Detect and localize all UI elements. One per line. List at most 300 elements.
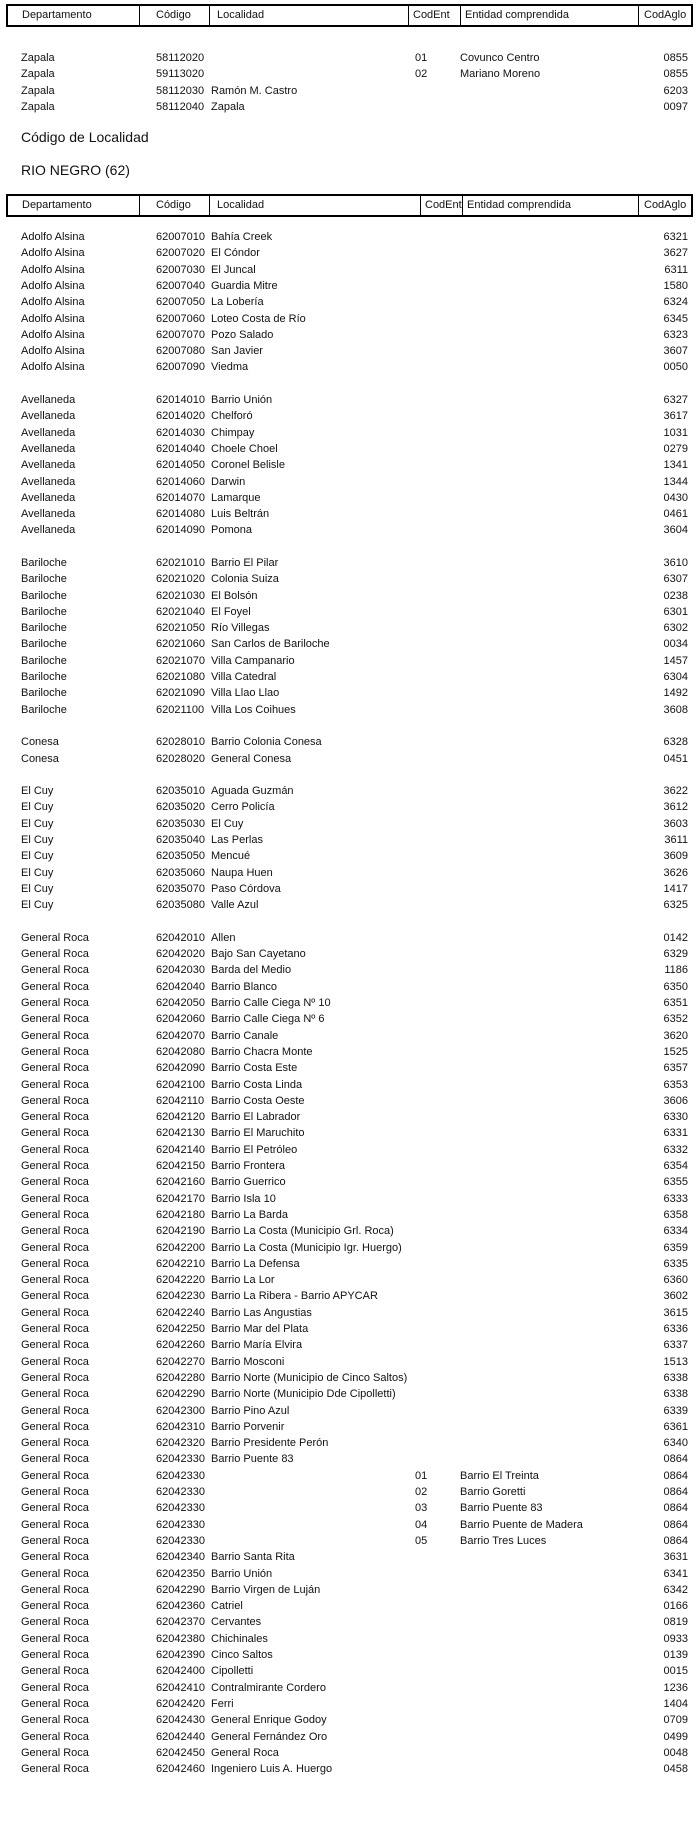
cell-codigo: 62042040 [156,981,205,993]
cell-codigo: 62014070 [156,492,205,504]
cell-departamento: Adolfo Alsina [21,329,85,341]
cell-codaglo: 6361 [663,1421,688,1433]
table-row [0,506,697,522]
cell-codaglo: 3603 [663,818,688,830]
cell-codigo: 62042290 [156,1584,205,1596]
cell-codigo: 62007040 [156,280,205,292]
cell-localidad: Villa Los Coihues [211,704,296,716]
cell-departamento: El Cuy [21,818,54,830]
cell-localidad: Aguada Guzmán [211,785,294,797]
cell-codaglo: 0034 [663,638,688,650]
cell-codaglo: 0166 [663,1600,688,1612]
header-localidad: Localidad [209,196,420,215]
cell-departamento: General Roca [21,1209,89,1221]
cell-codigo: 59113020 [156,68,205,80]
cell-departamento: General Roca [21,1062,89,1074]
cell-codaglo: 0819 [663,1616,688,1628]
table-row [0,1158,697,1174]
table-row [0,995,697,1011]
cell-codigo: 62042350 [156,1568,205,1580]
cell-codaglo: 6323 [663,329,688,341]
cell-codaglo: 6302 [663,622,688,634]
cell-departamento: General Roca [21,1258,89,1270]
cell-localidad: Choele Choel [211,443,278,455]
table-row [0,425,697,441]
table-row [0,522,697,538]
table-row [0,1663,697,1679]
cell-localidad: Barrio Canale [211,1030,279,1042]
cell-codaglo: 1186 [664,964,688,976]
cell-codigo: 62035050 [156,850,205,862]
cell-localidad: General Fernández Oro [211,1731,328,1743]
cell-departamento: General Roca [21,1160,89,1172]
table-row [0,1142,697,1158]
cell-codigo: 62021040 [156,606,205,618]
cell-localidad: Valle Azul [211,899,259,911]
cell-codaglo: 6331 [663,1127,688,1139]
cell-codaglo: 0048 [663,1747,688,1759]
cell-codigo: 62042020 [156,948,205,960]
table-row [0,83,697,99]
cell-departamento: Conesa [21,753,59,765]
cell-departamento: General Roca [21,1193,89,1205]
table-row [0,636,697,652]
cell-codaglo: 1492 [663,687,688,699]
cell-codigo: 62014080 [156,508,205,520]
cell-localidad: Barrio Chacra Monte [211,1046,313,1058]
cell-departamento: General Roca [21,1290,89,1302]
cell-codigo: 58112040 [156,101,205,113]
cell-departamento: General Roca [21,1242,89,1254]
table-row [0,1060,697,1076]
cell-departamento: Zapala [21,68,55,80]
header-codent: CodEnt [420,196,462,215]
cell-codaglo: 0238 [663,590,688,602]
cell-codigo: 62042200 [156,1242,205,1254]
header-departamento: Departamento [22,9,92,21]
cell-codigo: 62014060 [156,476,205,488]
table-row [0,490,697,506]
cell-departamento: General Roca [21,1600,89,1612]
cell-codigo: 62042030 [156,964,205,976]
table-row [0,1223,697,1239]
cell-codaglo: 3609 [663,850,688,862]
cell-codigo: 62035010 [156,785,205,797]
cell-departamento: Avellaneda [21,476,76,488]
cell-codigo: 62021050 [156,622,205,634]
cell-codigo: 62042320 [156,1437,205,1449]
cell-codigo: 58112020 [156,52,205,64]
cell-codaglo: 6330 [663,1111,688,1123]
cell-departamento: Bariloche [21,687,67,699]
table-row [0,229,697,245]
cell-codent: 02 [415,1486,428,1498]
cell-localidad: San Javier [211,345,263,357]
cell-departamento: Bariloche [21,622,67,634]
cell-departamento: Zapala [21,85,55,97]
cell-localidad: Barrio Costa Linda [211,1079,303,1091]
table-row [0,1354,697,1370]
cell-localidad: El Bolsón [211,590,258,602]
cell-localidad: Viedma [211,361,249,373]
cell-codigo: 62042450 [156,1747,205,1759]
cell-entidad: Barrio Puente de Madera [460,1519,583,1531]
cell-codaglo: 3604 [663,524,688,536]
table-row [0,751,697,767]
cell-codigo: 62007080 [156,345,205,357]
cell-departamento: Bariloche [21,704,67,716]
cell-codaglo: 0461 [663,508,688,520]
cell-codigo: 62042250 [156,1323,205,1335]
cell-codigo: 62042100 [156,1079,205,1091]
cell-codigo: 62042270 [156,1356,205,1368]
cell-codaglo: 6304 [663,671,688,683]
cell-localidad: Ingeniero Luis A. Huergo [211,1763,333,1775]
cell-departamento: Zapala [21,101,55,113]
table-row [0,1647,697,1663]
cell-localidad: Barrio Puente 83 [211,1453,294,1465]
table-row [0,1484,697,1500]
table-row [0,1549,697,1565]
table-row [0,1533,697,1549]
cell-codigo: 62042290 [156,1388,205,1400]
cell-localidad: Barrio El Maruchito [211,1127,305,1139]
table-row [0,1337,697,1353]
cell-departamento: General Roca [21,1225,89,1237]
cell-codigo: 62042360 [156,1600,205,1612]
cell-codigo: 62042220 [156,1274,205,1286]
cell-departamento: El Cuy [21,883,54,895]
cell-localidad: Allen [211,932,236,944]
header-codaglo: CodAglo [638,6,693,25]
cell-departamento: General Roca [21,1079,89,1091]
cell-departamento: General Roca [21,964,89,976]
table-row [0,816,697,832]
cell-departamento: General Roca [21,981,89,993]
cell-codaglo: 3611 [664,834,688,846]
cell-entidad: Barrio Goretti [460,1486,526,1498]
cell-entidad: Barrio Puente 83 [460,1502,543,1514]
cell-codaglo: 6335 [663,1258,688,1270]
table-row [0,1451,697,1467]
cell-departamento: General Roca [21,997,89,1009]
cell-codaglo: 0864 [663,1502,688,1514]
cell-codigo: 62042240 [156,1307,205,1319]
cell-departamento: General Roca [21,1519,89,1531]
cell-codigo: 62007050 [156,296,205,308]
cell-departamento: Adolfo Alsina [21,231,85,243]
cell-codaglo: 0864 [663,1453,688,1465]
cell-codaglo: 1525 [663,1046,688,1058]
cell-localidad: Barrio Santa Rita [211,1551,295,1563]
cell-codigo: 62042420 [156,1698,205,1710]
table-header-zapala [6,4,693,27]
cell-codigo: 62035060 [156,867,205,879]
cell-codigo: 62042140 [156,1144,205,1156]
cell-codigo: 62035040 [156,834,205,846]
cell-codaglo: 0864 [663,1470,688,1482]
cell-codent: 04 [415,1519,428,1531]
cell-localidad: Barrio Mosconi [211,1356,285,1368]
cell-departamento: Avellaneda [21,492,76,504]
cell-localidad: San Carlos de Bariloche [211,638,330,650]
cell-codaglo: 6351 [663,997,688,1009]
cell-localidad: Barrio Pino Azul [211,1405,290,1417]
table-row [0,1419,697,1435]
table-row [0,979,697,995]
cell-codigo: 62007060 [156,313,205,325]
cell-codigo: 62042460 [156,1763,205,1775]
cell-codaglo: 6338 [663,1372,688,1384]
cell-codaglo: 6324 [663,296,688,308]
table-row [0,392,697,408]
cell-departamento: Adolfo Alsina [21,361,85,373]
table-row [0,946,697,962]
table-row [0,474,697,490]
table-row [0,245,697,261]
cell-codaglo: 6359 [663,1242,688,1254]
cell-departamento: Avellaneda [21,508,76,520]
cell-departamento: General Roca [21,1307,89,1319]
cell-departamento: General Roca [21,1372,89,1384]
cell-localidad: Chichinales [211,1633,268,1645]
table-row [0,1077,697,1093]
cell-codaglo: 0864 [663,1486,688,1498]
cell-codaglo: 1513 [663,1356,688,1368]
cell-codaglo: 6325 [663,899,688,911]
table-row [0,1696,697,1712]
cell-codigo: 62007070 [156,329,205,341]
cell-localidad: Barrio Unión [211,1568,273,1580]
table-row [0,1109,697,1125]
cell-codigo: 62028010 [156,736,205,748]
table-row [0,1712,697,1728]
cell-localidad: Naupa Huen [211,867,273,879]
cell-localidad: Bahía Creek [211,231,273,243]
cell-localidad: Cervantes [211,1616,262,1628]
table-row [0,669,697,685]
cell-codent: 01 [415,52,428,64]
cell-codaglo: 6358 [663,1209,688,1221]
table-row [0,1517,697,1533]
table-row [0,897,697,913]
table-row [0,1745,697,1761]
cell-departamento: General Roca [21,1502,89,1514]
table-row [0,1468,697,1484]
cell-codaglo: 1031 [663,427,688,439]
cell-codigo: 62042430 [156,1714,205,1726]
cell-codaglo: 3620 [663,1030,688,1042]
cell-codaglo: 1457 [663,655,688,667]
cell-localidad: Barrio Norte (Municipio Dde Cipolletti) [211,1388,396,1400]
cell-departamento: Adolfo Alsina [21,264,85,276]
cell-entidad: Mariano Moreno [460,68,541,80]
cell-departamento: General Roca [21,1437,89,1449]
table-row [0,359,697,375]
cell-localidad: Barrio El Petróleo [211,1144,298,1156]
cell-departamento: General Roca [21,1535,89,1547]
cell-departamento: Adolfo Alsina [21,247,85,259]
cell-codaglo: 0864 [663,1535,688,1547]
cell-departamento: General Roca [21,1111,89,1123]
table-row [0,1044,697,1060]
cell-departamento: Bariloche [21,638,67,650]
header-codigo: Código [139,6,209,25]
cell-localidad: Zapala [211,101,245,113]
cell-localidad: Darwin [211,476,246,488]
table-row [0,311,697,327]
cell-codigo: 62042340 [156,1551,205,1563]
cell-codigo: 62014040 [156,443,205,455]
table-row [0,1386,697,1402]
cell-departamento: Avellaneda [21,524,76,536]
cell-departamento: General Roca [21,1339,89,1351]
cell-codigo: 62042370 [156,1616,205,1628]
cell-departamento: Bariloche [21,671,67,683]
table-row [0,702,697,718]
cell-codaglo: 6355 [663,1176,688,1188]
cell-codaglo: 0139 [663,1649,688,1661]
cell-codaglo: 3610 [663,557,688,569]
cell-localidad: Cipolletti [211,1665,254,1677]
header-departamento: Departamento [22,199,92,211]
table-row [0,930,697,946]
cell-codaglo: 6311 [664,264,688,276]
cell-codigo: 62014050 [156,459,205,471]
cell-localidad: Barrio Mar del Plata [211,1323,309,1335]
cell-departamento: General Roca [21,1144,89,1156]
cell-codaglo: 3627 [663,247,688,259]
cell-localidad: Barrio Virgen de Luján [211,1584,321,1596]
cell-departamento: General Roca [21,1453,89,1465]
cell-localidad: Barrio Blanco [211,981,278,993]
cell-localidad: Río Villegas [211,622,270,634]
cell-codigo: 62021060 [156,638,205,650]
cell-localidad: Barrio Isla 10 [211,1193,276,1205]
cell-codent: 05 [415,1535,428,1547]
cell-codaglo: 6340 [663,1437,688,1449]
cell-codaglo: 0933 [663,1633,688,1645]
cell-localidad: Barrio La Lor [211,1274,275,1286]
cell-codaglo: 6342 [663,1584,688,1596]
cell-departamento: Adolfo Alsina [21,345,85,357]
table-row [0,604,697,620]
cell-departamento: Bariloche [21,590,67,602]
cell-localidad: Barrio La Costa (Municipio Grl. Roca) [211,1225,394,1237]
cell-localidad: General Roca [211,1747,279,1759]
cell-codaglo: 0279 [663,443,688,455]
cell-localidad: Barrio Norte (Municipio de Cinco Saltos) [211,1372,408,1384]
cell-departamento: General Roca [21,1486,89,1498]
cell-codaglo: 0142 [663,932,688,944]
table-row [0,408,697,424]
cell-departamento: General Roca [21,1176,89,1188]
cell-codaglo: 3606 [663,1095,688,1107]
cell-departamento: Bariloche [21,606,67,618]
cell-codent: 01 [415,1470,428,1482]
table-row [0,262,697,278]
cell-localidad: Barrio Presidente Perón [211,1437,329,1449]
cell-localidad: La Lobería [211,296,264,308]
cell-localidad: Chimpay [211,427,255,439]
cell-codigo: 62021090 [156,687,205,699]
cell-codigo: 62035080 [156,899,205,911]
cell-codigo: 62042130 [156,1127,205,1139]
cell-departamento: General Roca [21,948,89,960]
header-codaglo: CodAglo [638,196,693,215]
cell-codaglo: 6354 [663,1160,688,1172]
table-row [0,832,697,848]
cell-codaglo: 6338 [663,1388,688,1400]
cell-localidad: Lamarque [211,492,261,504]
cell-departamento: General Roca [21,1584,89,1596]
table-row [0,571,697,587]
table-row [0,1191,697,1207]
cell-codaglo: 1404 [663,1698,688,1710]
table-row [0,865,697,881]
cell-departamento: General Roca [21,1633,89,1645]
cell-departamento: Avellaneda [21,427,76,439]
cell-codaglo: 3607 [663,345,688,357]
cell-departamento: General Roca [21,1714,89,1726]
cell-codaglo: 3622 [663,785,688,797]
cell-departamento: General Roca [21,1405,89,1417]
cell-localidad: Barrio La Costa (Municipio Igr. Huergo) [211,1242,402,1254]
cell-departamento: General Roca [21,1568,89,1580]
cell-codaglo: 0855 [663,52,688,64]
cell-codigo: 62042330 [156,1535,205,1547]
cell-localidad: Barrio Guerrico [211,1176,286,1188]
cell-localidad: Barrio El Pilar [211,557,279,569]
cell-codigo: 62042050 [156,997,205,1009]
cell-departamento: General Roca [21,1682,89,1694]
cell-codigo: 62014020 [156,410,205,422]
cell-departamento: General Roca [21,1323,89,1335]
table-row [0,881,697,897]
cell-localidad: Loteo Costa de Río [211,313,306,325]
cell-departamento: Avellaneda [21,394,76,406]
cell-codaglo: 3608 [663,704,688,716]
cell-departamento: El Cuy [21,785,54,797]
cell-codigo: 62042440 [156,1731,205,1743]
cell-localidad: Barrio Calle Ciega Nº 6 [211,1013,325,1025]
cell-codigo: 62042010 [156,932,205,944]
cell-localidad: Pomona [211,524,252,536]
cell-codigo: 62042080 [156,1046,205,1058]
table-row [0,653,697,669]
cell-codigo: 62042390 [156,1649,205,1661]
cell-departamento: General Roca [21,1698,89,1710]
cell-departamento: General Roca [21,1763,89,1775]
cell-localidad: Coronel Belisle [211,459,285,471]
cell-codigo: 62042070 [156,1030,205,1042]
table-row [0,1582,697,1598]
cell-localidad: Ferri [211,1698,234,1710]
province-title: RIO NEGRO (62) [21,162,130,178]
table-row [0,278,697,294]
table-row [0,620,697,636]
cell-departamento: El Cuy [21,899,54,911]
cell-entidad: Covunco Centro [460,52,540,64]
cell-codigo: 62007010 [156,231,205,243]
cell-departamento: Bariloche [21,557,67,569]
table-row [0,1272,697,1288]
cell-codigo: 62042280 [156,1372,205,1384]
cell-departamento: Avellaneda [21,459,76,471]
cell-localidad: El Foyel [211,606,251,618]
cell-departamento: Bariloche [21,573,67,585]
cell-localidad: Paso Córdova [211,883,281,895]
